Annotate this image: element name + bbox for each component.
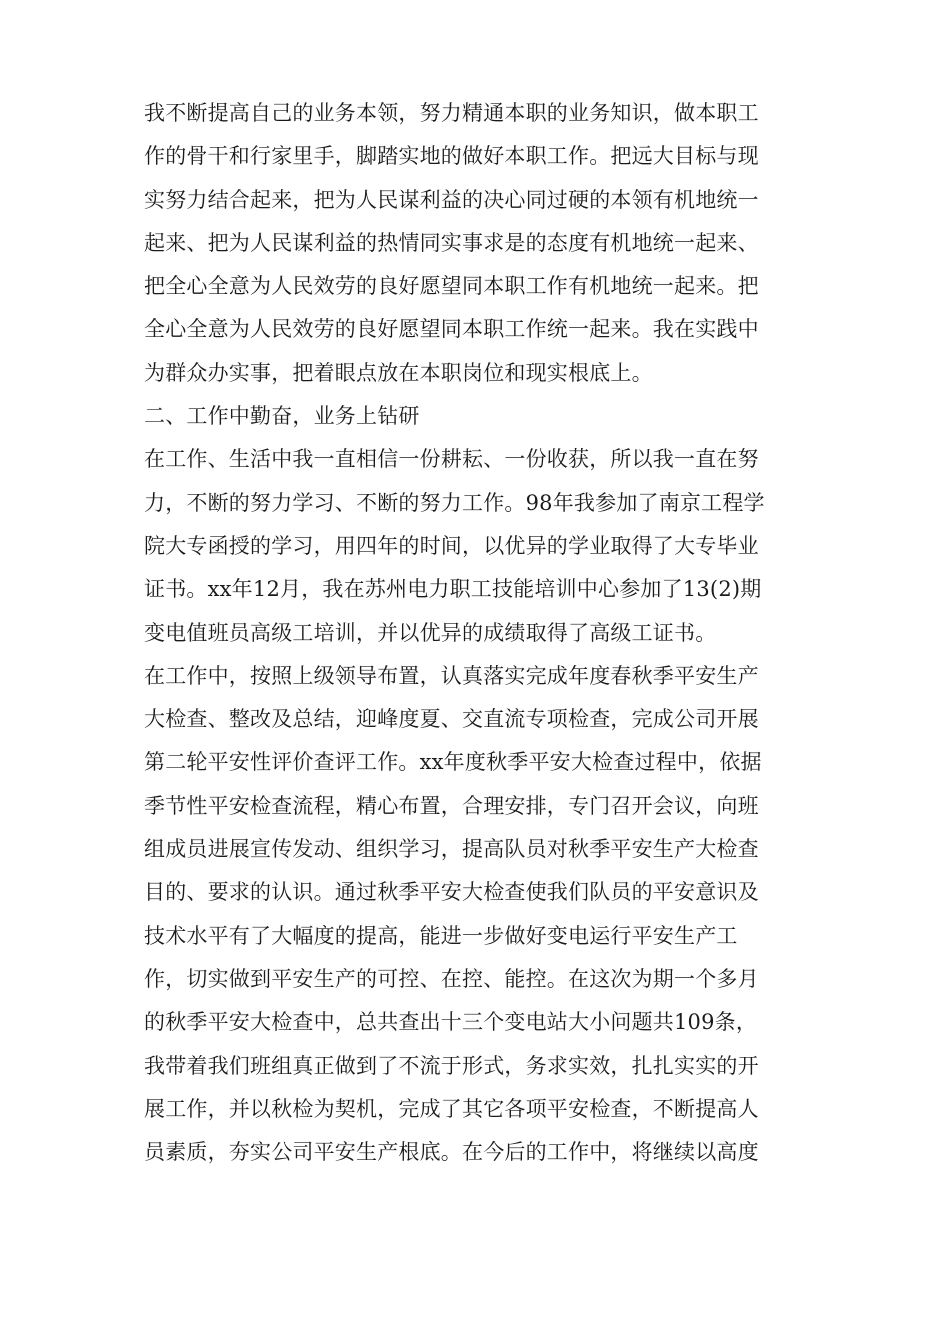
paragraph-line: 组成员进展宣传发动、组织学习，提高队员对秋季平安生产大检查 [144,837,759,862]
paragraph-line: 大检查、整改及总结，迎峰度夏、交直流专项检查，完成公司开展 [144,707,759,732]
paragraph-line: 的秋季平安大检查中，总共查出十三个变电站大小问题共109条， [144,1010,758,1035]
paragraph-line: 员素质，夯实公司平安生产根底。在今后的工作中，将继续以高度 [144,1140,759,1165]
paragraph-line: 季节性平安检查流程，精心布置，合理安排，专门召开会议，向班 [144,793,759,818]
paragraph-line: 实努力结合起来，把为人民谋利益的决心同过硬的本领有机地统一 [144,187,759,212]
paragraph-line: 目的、要求的认识。通过秋季平安大检查使我们队员的平安意识及 [144,880,759,905]
paragraph-line: 作，切实做到平安生产的可控、在控、能控。在这次为期一个多月 [144,966,759,991]
paragraph-line: 全心全意为人民效劳的良好愿望同本职工作统一起来。我在实践中 [144,317,759,342]
paragraph-line: 证书。xx年12月，我在苏州电力职工技能培训中心参加了13(2)期 [144,577,762,602]
paragraph-line: 第二轮平安性评价查评工作。xx年度秋季平安大检查过程中，依据 [144,750,762,775]
paragraph-line: 在工作、生活中我一直相信一份耕耘、一份收获，所以我一直在努 [144,447,759,472]
section-heading: 二、工作中勤奋，业务上钻研 [144,404,420,429]
paragraph-line: 变电值班员高级工培训，并以优异的成绩取得了高级工证书。 [144,620,717,645]
paragraph-line: 起来、把为人民谋利益的热情同实事求是的态度有机地统一起来、 [144,230,759,255]
body-text [144,92,824,1174]
paragraph-line: 力，不断的努力学习、不断的努力工作。98年我参加了南京工程学 [144,490,765,515]
paragraph-line: 展工作，并以秋检为契机，完成了其它各项平安检查，不断提高人 [144,1096,759,1121]
paragraph-line: 作的骨干和行家里手，脚踏实地的做好本职工作。把远大目标与现 [144,144,759,169]
paragraph-line: 我带着我们班组真正做到了不流于形式，务求实效，扎扎实实的开 [144,1053,759,1078]
paragraph-line: 在工作中，按照上级领导布置，认真落实完成年度春秋季平安生产 [144,663,759,688]
paragraph-line: 院大专函授的学习，用四年的时间，以优异的学业取得了大专毕业 [144,533,759,558]
paragraph-line: 为群众办实事，把着眼点放在本职岗位和现实根底上。 [144,360,653,385]
paragraph-line: 我不断提高自己的业务本领，努力精通本职的业务知识，做本职工 [144,101,759,125]
paragraph-line: 把全心全意为人民效劳的良好愿望同本职工作有机地统一起来。把 [144,274,759,299]
paragraph-line: 技术水平有了大幅度的提高，能进一步做好变电运行平安生产工 [144,923,738,948]
